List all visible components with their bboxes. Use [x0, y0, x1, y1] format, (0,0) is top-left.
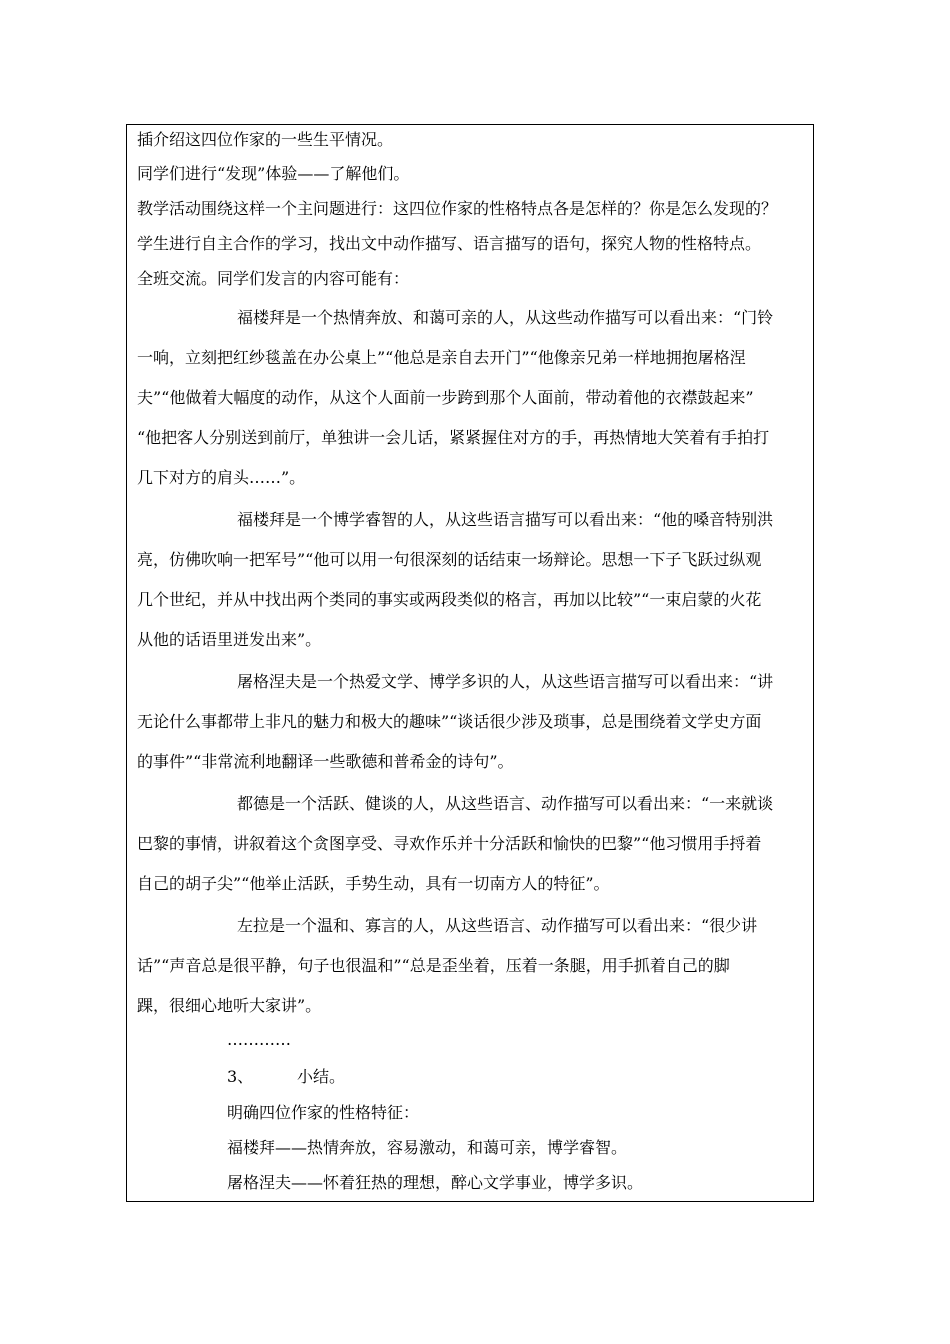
paragraph-daudet-start: 都德是一个活跃、健谈的人，从这些语言、动作描写可以看出来：“一来就谈 [237, 794, 774, 813]
text-line: 亮，仿佛吹响一把军号”“他可以用一句很深刻的话结束一场辩论。思想一下子飞跃过纵观 [137, 550, 762, 569]
summary-turgenev: 屠格涅夫——怀着狂热的理想，醉心文学事业，博学多识。 [227, 1173, 644, 1192]
text-line: 同学们进行“发现”体验——了解他们。 [137, 164, 410, 183]
text-line: 自己的胡子尖”“他举止活跃，手势生动，具有一切南方人的特征”。 [137, 874, 610, 893]
summary-heading [127, 1066, 345, 1088]
list-number: 3、 [227, 1067, 254, 1086]
text-line: 无论什么事都带上非凡的魅力和极大的趣味”“谈话很少涉及琐事，总是围绕着文学史方面 [137, 712, 762, 731]
ellipsis-line: ………… [227, 1030, 291, 1049]
text-line: 插介绍这四位作家的一些生平情况。 [137, 130, 394, 149]
text-line: “他把客人分别送到前厅，单独讲一会儿话，紧紧握住对方的手，再热情地大笑着有手拍打 [137, 428, 770, 447]
text-line: 一响，立刻把红纱毯盖在办公桌上”“他总是亲自去开门”“他像亲兄弟一样地拥抱屠格涅 [137, 348, 746, 367]
text-line: 巴黎的事情，讲叙着这个贪图享受、寻欢作乐并十分活跃和愉快的巴黎”“他习惯用手捋着 [137, 834, 762, 853]
text-line: 几个世纪，并从中找出两个类同的事实或两段类似的格言，再加以比较”“一束启蒙的火花 [137, 590, 762, 609]
summary-flaubert: 福楼拜——热情奔放，容易激动，和蔼可亲，博学睿智。 [227, 1138, 628, 1157]
text-line: 话”“声音总是很平静，句子也很温和”“总是歪坐着，压着一条腿，用手抓着自己的脚 [137, 956, 730, 975]
paragraph-zola-start: 左拉是一个温和、寡言的人，从这些语言、动作描写可以看出来：“很少讲 [237, 916, 758, 935]
text-line: 全班交流。同学们发言的内容可能有： [137, 269, 410, 288]
summary-intro: 明确四位作家的性格特征： [227, 1103, 420, 1122]
paragraph-turgenev-start: 屠格涅夫是一个热爱文学、博学多识的人，从这些语言描写可以看出来：“讲 [237, 672, 774, 691]
paragraph-flaubert-warm-start: 福楼拜是一个热情奔放、和蔼可亲的人，从这些动作描写可以看出来：“门铃 [237, 308, 774, 327]
text-line: 踝，很细心地听大家讲”。 [137, 996, 322, 1015]
text-line: 学生进行自主合作的学习，找出文中动作描写、语言描写的语句，探究人物的性格特点。 [137, 234, 762, 253]
text-line: 几下对方的肩头……”。 [137, 468, 306, 487]
document-table-cell [126, 124, 814, 1202]
text-line: 的事件”“非常流利地翻译一些歌德和普希金的诗句”。 [137, 752, 514, 771]
summary-heading-text: 小结。 [297, 1067, 346, 1086]
text-line: 夫”“他做着大幅度的动作，从这个人面前一步跨到那个人面前，带动着他的衣襟鼓起来” [137, 388, 754, 407]
text-line: 从他的话语里迸发出来”。 [137, 630, 322, 649]
text-line: 教学活动围绕这样一个主问题进行：这四位作家的性格特点各是怎样的？你是怎么发现的？ [137, 199, 778, 218]
paragraph-flaubert-wise-start: 福楼拜是一个博学睿智的人，从这些语言描写可以看出来：“他的嗓音特别洪 [237, 510, 774, 529]
